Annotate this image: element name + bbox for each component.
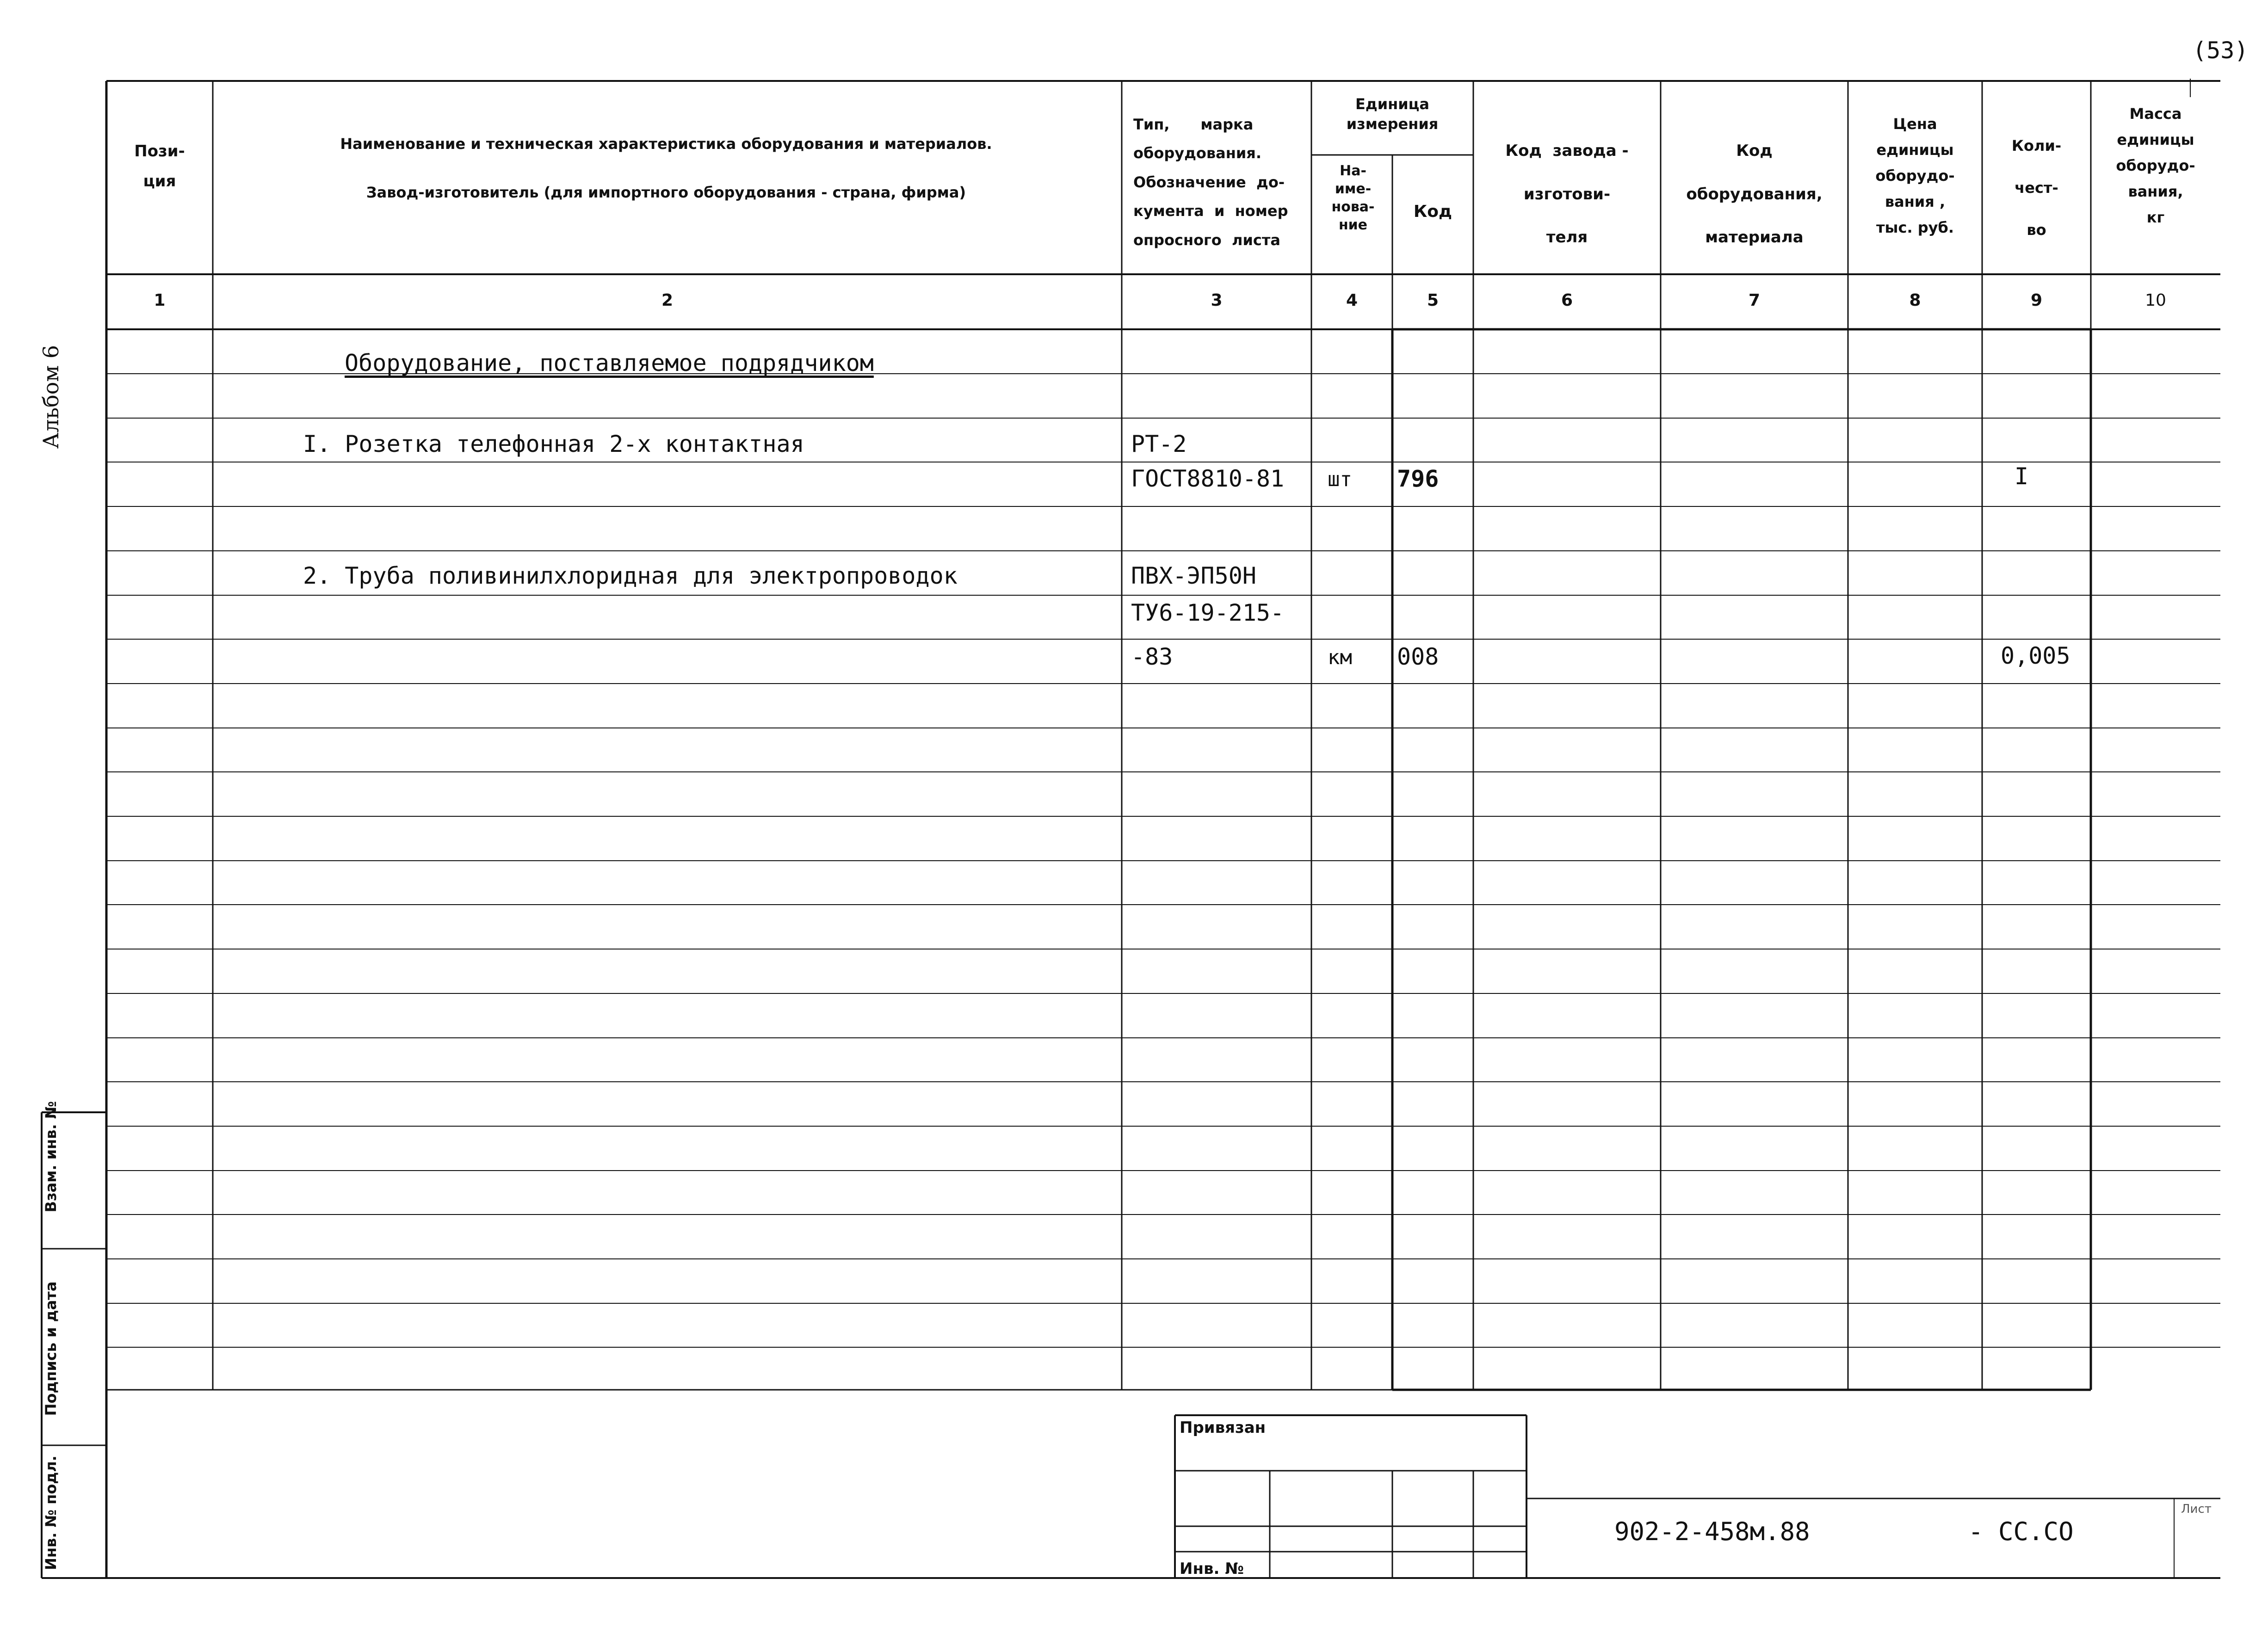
header-unit-code: Код — [1413, 202, 1452, 221]
document-suffix: - СС.СО — [1968, 1517, 2074, 1546]
item-2-type-line3: -83 — [1131, 643, 1173, 670]
colnum-2: 2 — [661, 291, 674, 310]
colnum-4: 4 — [1346, 291, 1358, 310]
header-name-line1: Наименование и техническая характеристика оборудования и материалов. — [340, 135, 992, 153]
item-2-quantity: 0,005 — [2001, 642, 2070, 669]
header-factory-code: Код завода - изготови- теля — [1505, 142, 1629, 247]
document-code: 902-2-458м.88 — [1614, 1517, 1810, 1546]
colnum-10: 10 — [2145, 291, 2166, 310]
header-position: Пози- ция — [134, 142, 185, 191]
binding-inv-no: Инв. № — [1180, 1560, 1244, 1578]
stamp-podpis-data: Подпись и дата — [42, 1281, 60, 1416]
colnum-9: 9 — [2030, 291, 2043, 310]
item-2-unit-code: 008 — [1397, 643, 1439, 670]
header-mass: Масса единицы оборудо- вания, кг — [2116, 105, 2195, 226]
sheet-number-value: 53 — [2206, 37, 2235, 64]
header-unit-name: На- име- нова- ние — [1331, 163, 1375, 233]
item-2-unit-name: км — [1328, 646, 1352, 669]
colnum-3: 3 — [1211, 291, 1223, 310]
sheet-label: Лист — [2181, 1502, 2212, 1516]
header-quantity: Коли- чест- во — [2011, 137, 2062, 239]
header-equipment-code: Код оборудования, материала — [1686, 142, 1823, 247]
item-2-type-line1: ПВХ-ЭП50Н — [1131, 562, 1256, 589]
item-1-name: I. Розетка телефонная 2-х контактная — [303, 431, 804, 457]
header-unit-group: Единица измерения — [1346, 95, 1439, 133]
album-label: Альбом 6 — [38, 345, 63, 449]
header-type: Тип, марка оборудования. Обозначение до- кумента и номер опросного листа — [1133, 116, 1288, 249]
stamp-vzam-inv: Взам. инв. № — [42, 1101, 60, 1213]
item-1-type-line2: ГОСТ8810-81 — [1131, 465, 1285, 492]
section-title: Оборудование, поставляемое подрядчиком — [345, 350, 874, 376]
sheet-number: (53) — [2193, 37, 2249, 64]
item-2-name: 2. Труба поливинилхлоридная для электропроводок — [303, 562, 958, 589]
colnum-1: 1 — [154, 291, 166, 310]
colnum-6: 6 — [1561, 291, 1573, 310]
item-1-quantity: I — [2015, 463, 2029, 490]
header-price: Цена единицы оборудо- вания , тыс. руб. — [1875, 115, 1955, 236]
item-2-type-line2: ТУ6-19-215- — [1131, 599, 1285, 626]
colnum-5: 5 — [1427, 291, 1439, 310]
colnum-7: 7 — [1748, 291, 1761, 310]
item-1-unit-code: 796 — [1397, 465, 1439, 492]
item-1-type-line1: РТ-2 — [1131, 431, 1187, 457]
item-1-unit-name: шт — [1328, 468, 1352, 491]
header-name-line2: Завод-изготовитель (для импортного оборудования - страна, фирма) — [366, 184, 966, 201]
colnum-8: 8 — [1909, 291, 1921, 310]
stamp-inv-podl: Инв. № подл. — [42, 1455, 60, 1570]
binding-privyazan: Привязан — [1180, 1418, 1266, 1437]
